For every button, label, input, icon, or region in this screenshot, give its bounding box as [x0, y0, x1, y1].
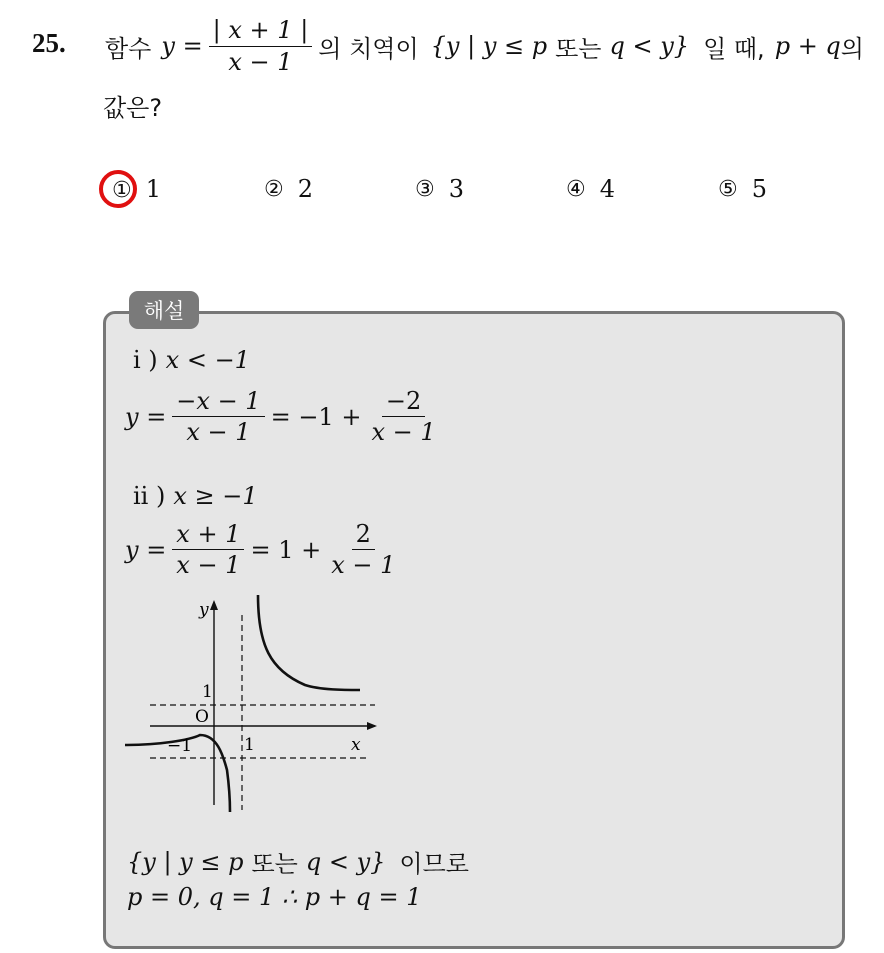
y-axis-arrow-icon [210, 600, 218, 610]
x-axis-arrow-icon [367, 722, 377, 730]
choice-5[interactable] [718, 175, 767, 203]
case2-label: ii ) [133, 482, 166, 510]
case1-equation [125, 388, 446, 446]
conclusion-set-close: q < y} [305, 847, 386, 876]
y-one-label: 1 [202, 682, 213, 702]
case1-fraction2 [367, 388, 439, 446]
choice-1-symbol: ① [112, 178, 132, 203]
case1-label: i ) [133, 346, 158, 374]
prefix-text: 함수 [105, 34, 152, 63]
case2-numerator2: 2 [352, 521, 375, 550]
function-fraction [209, 17, 313, 75]
x-axis-label: x [351, 735, 361, 755]
y-axis-label: y [199, 600, 209, 620]
case1-middle: = −1 + [270, 402, 362, 431]
problem-statement-line1 [105, 14, 864, 78]
x-one-label: 1 [244, 735, 255, 755]
choice-2[interactable] [264, 175, 313, 203]
function-lhs: y = [161, 32, 203, 60]
problem-number: 25. [32, 28, 66, 58]
case2-denominator: x − 1 [176, 551, 241, 580]
case2-heading [133, 482, 258, 510]
when-text: 일 때, [703, 34, 765, 63]
right-curve [258, 595, 360, 690]
conclusion-set-open: {y | y ≤ p [127, 847, 244, 876]
case2-equation [125, 521, 405, 579]
choice-2-value: 2 [297, 175, 314, 203]
conclusion-or-text: 또는 [251, 850, 298, 878]
origin-label: O [195, 707, 209, 727]
choice-3-symbol: ③ [415, 176, 435, 202]
choice-2-symbol: ② [264, 176, 284, 202]
case2-fraction1 [172, 521, 244, 579]
case1-numerator: −x − 1 [172, 388, 264, 417]
x-minus-one-label: −1 [167, 736, 193, 756]
range-or-text: 또는 [555, 34, 602, 63]
case2-middle: = 1 + [250, 535, 322, 564]
choice-1-symbol-wrap [112, 175, 132, 203]
choice-5-value: 5 [751, 175, 768, 203]
function-numerator: | x + 1 | [209, 17, 313, 46]
selected-answer-circle-mark [99, 170, 137, 208]
solution-tag: 해설 [129, 291, 199, 329]
choice-4-value: 4 [599, 175, 616, 203]
choice-1[interactable] [112, 175, 161, 203]
case1-numerator2: −2 [382, 388, 425, 417]
function-denominator: x − 1 [228, 47, 293, 76]
case1-denominator: x − 1 [186, 418, 251, 447]
case2-numerator: x + 1 [172, 521, 244, 550]
conclusion-therefore-text: 이므로 [399, 850, 469, 878]
choice-4[interactable] [566, 175, 615, 203]
choice-4-symbol: ④ [566, 176, 586, 202]
case1-condition: x < −1 [165, 346, 250, 374]
case2-condition: x ≥ −1 [173, 482, 258, 510]
choice-3-value: 3 [448, 175, 465, 203]
conclusion-final: p = 0, q = 1 ∴ p + q = 1 [127, 883, 422, 911]
solution-graph [115, 590, 395, 820]
case1-lhs: y = [125, 402, 167, 431]
case1-fraction1 [172, 388, 264, 446]
choice-3[interactable] [415, 175, 464, 203]
range-set-close: q < y} [609, 32, 690, 60]
case2-fraction2 [327, 521, 399, 579]
case1-heading [133, 346, 250, 374]
choice-1-value: 1 [145, 175, 162, 203]
sum-expression: p + q [774, 32, 841, 60]
of-text: 의 [840, 34, 864, 63]
choice-5-symbol: ⑤ [718, 176, 738, 202]
case1-denominator2: x − 1 [371, 418, 436, 447]
range-set-open: {y | y ≤ p [430, 32, 548, 60]
conclusion-line1 [127, 844, 469, 879]
case2-denominator2: x − 1 [331, 551, 396, 580]
case2-lhs: y = [125, 535, 167, 564]
range-text: 의 치역이 [318, 34, 419, 63]
problem-statement-line2: 값은? [103, 94, 163, 122]
